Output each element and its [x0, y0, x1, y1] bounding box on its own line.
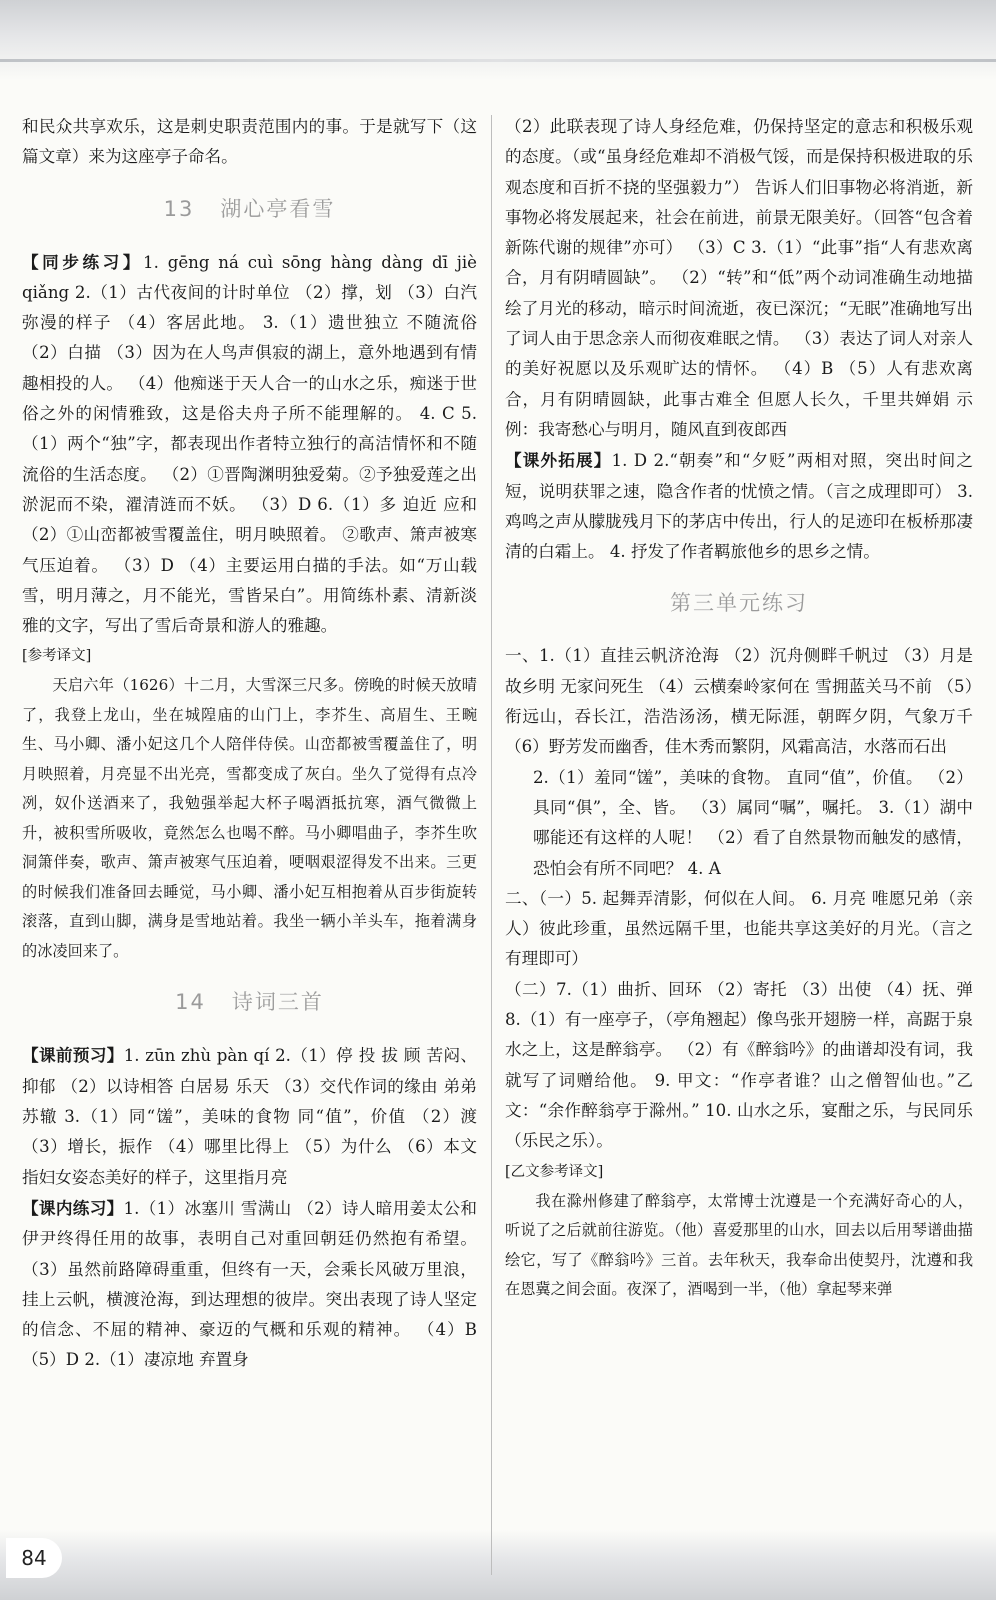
part-2-ref-label: [乙文参考译文] [505, 1163, 604, 1180]
right-column [505, 112, 973, 1305]
bottom-decorative-band [0, 1530, 996, 1600]
section-14-preview [22, 1040, 477, 1192]
section-13-number: 13 [163, 196, 195, 221]
section-14-inclass-text: 1.（1）冰塞川 雪满山 （2）诗人暗用姜太公和伊尹终得任用的故事，表明自己对重回朝廷仍然抱有希望。 （3）虽然前路障碍重重，但终有一天，会乘长风破万里浪，挂上云帆，横渡沧海，到达理想的彼岸。突出表现了诗人坚定的信念、不屈的精神、豪迈的气概和乐观的精神。 （4）B （5）D 2.（1）凄凉地 弃置身 [22, 1198, 477, 1370]
section-14-title: 诗词三首 [231, 990, 324, 1015]
top-decorative-band [0, 0, 996, 80]
section-13-ref-label: [参考译文] [22, 648, 92, 665]
answer-continuation: （2）此联表现了诗人身经危难，仍保持坚定的意志和积极乐观的态度。（或“虽身经危难却不消极气馁，而是保持积极进取的乐观态度和百折不挠的坚强毅力”） 告诉人们旧事物必将消逝，新事物必将发展起来，社会在前进，前景无限美好。（回答“包含着新陈代谢的规律”亦可） （3）C 3.（1）“此事”指“人有悲欢离合，月有阴晴圆缺”。 （2）“转”和“低”两个动词准确生动地描绘了月光的移动，暗示时间流逝，夜已深沉；“无眠”准确地写出了词人由于思念亲人而彻夜难眠之情。 （3）表达了词人对亲人的美好祝愿以及乐观旷达的情怀。 （4）B （5）人有悲欢离合，月有阴晴圆缺，此事古难全 但愿人长久，千里共婵娟 示例：我寄愁心与明月，随风直到夜郎西 [505, 117, 973, 439]
column-divider [491, 115, 492, 1575]
left-column [22, 112, 477, 1376]
unit-3-heading: 第三单元练习 [670, 591, 808, 616]
extension-text: 1. D 2.“朝奏”和“夕贬”两相对照，突出时间之短，说明获罪之速，隐含作者的忧愤之情。（言之成理即可） 3. 鸡鸣之声从朦胧残月下的茅店中传出，行人的足迹印在板桥那凄清的白霜上。 4. 抒发了作者羁旅他乡的思乡之情。 [505, 451, 974, 562]
tag-extension: 【课外拓展】 [505, 450, 612, 471]
section-13-practice-text: 1. gēng ná cuì sōng hàng dàng dī jiè qiǎng 2.（1）古代夜间的计时单位 （2）撑，划 （3）白汽弥漫的样子 （4）客居此地。 3.（1）遗世独立 不随流俗 （2）白描 （3）因为在人鸟声俱寂的湖上，意外地遇到有情趣相投的人。 （4）他痴迷于天人合一的山水之乐，痴迷于世俗之外的闲情雅致，这是俗夫舟子所不能理解的。 4. C 5.（1）两个“独”字，都表现出作者特立独行的高洁情怀和不随流俗的生活态度。 （2）①晋陶渊明独爱菊。②予独爱莲之出淤泥而不染，濯清涟而不妖。 （3）D 6.（1）多 迫近 应和 （2）①山峦都被雪覆盖住，明月映照着。 ②歌声、箫声被寒气压迫着。 （3）D （4）主要运用白描的手法。如“万山载雪，明月薄之，月不能光，雪皆呆白”。用简练朴素、清新淡雅的文字，写出了雪后奇景和游人的雅趣。 [22, 252, 477, 636]
part-2-group-1: 二、（一）5. 起舞弄清影，何似在人间。 6. 月亮 唯愿兄弟（亲人）彼此珍重，虽然远隔千里，也能共享这美好的月光。（言之有理即可） [505, 888, 973, 969]
section-13-title: 湖心亭看雪 [220, 196, 336, 221]
page-number: 84 [6, 1538, 62, 1578]
intro-paragraph: 和民众共享欢乐，这是刺史职责范围内的事。于是就写下（这篇文章）来为这座亭子命名。 [22, 117, 477, 167]
tag-sync-practice: 【同步练习】 [22, 251, 144, 272]
section-14-number: 14 [175, 990, 206, 1015]
section-14-heading [22, 986, 477, 1016]
section-13-translation: 天启六年（1626）十二月，大雪深三尺多。傍晚的时候天放晴了，我登上龙山，坐在城隍庙的山门上，李芥生、高眉生、王畹生、马小卿、潘小妃这几个人陪伴侍侯。山峦都被雪覆盖住了，明月映照着，月亮显不出光亮，雪都变成了灰白。坐久了觉得有点冷冽，奴仆送酒来了，我勉强举起大杯子喝酒抵抗寒，酒气微微上升，被积雪所吸收，竟然怎么也喝不醉。马小卿唱曲子，李芥生吹洞箫伴奏，歌声、箫声被寒气压迫着，哽咽艰涩得发不出来。三更的时候我们准备回去睡觉，马小卿、潘小妃互相抱着从百步街旋转滚落，直到山脚，满身是雪地站着。我坐一辆小羊头车，拖着满身的冰凌回来了。 [22, 676, 477, 960]
section-13-practice [22, 247, 477, 642]
section-14-preview-text: 1. zūn zhù pàn qí 2.（1）停 投 拔 顾 苦闷、抑郁 （2）以诗相答 白居易 乐天 （3）交代作词的缘由 弟弟 苏辙 3.（1）同“馐”，美味的食物 同“值”，价值 （2）渡 （3）增长，振作 （4）哪里比得上 （5）为什么 （6）本文指妇女姿态美好的样子，这里指月亮 [22, 1046, 478, 1187]
section-13-heading [22, 193, 477, 223]
tag-inclass-practice: 【课内练习】 [22, 1197, 124, 1218]
part-1-q1: 一、1.（1）直挂云帆济沧海 （2）沉舟侧畔千帆过 （3）月是故乡明 无家问死生 （4）云横秦岭家何在 雪拥蓝关马不前 （5）衔远山，吞长江，浩浩汤汤，横无际涯，朝晖夕阴，气象万千 （6）野芳发而幽香，佳木秀而繁阴，风霜高洁，水落而石出 [505, 646, 973, 757]
extension-section [505, 445, 973, 567]
part-2-group-2: （二）7.（1）曲折、回环 （2）寄托 （3）出使 （4）抚、弹 8.（1）有一座亭子，（亭角翘起）像鸟张开翅膀一样，高踞于泉水之上，这是醉翁亭。 （2）有《醉翁吟》的曲谱却没有词，我就写了词赠给他。 9. 甲文：“作亭者谁？山之僧智仙也。”乙文：“余作醉翁亭于滁州。” 10. 山水之乐，宴酣之乐，与民同乐（乐民之乐）。 [505, 979, 973, 1151]
part-2-translation: 我在滁州修建了醉翁亭，太常博士沈遵是一个充满好奇心的人，听说了之后就前往游览。（他）喜爱那里的山水，回去以后用琴谱曲描绘它，写了《醉翁吟》三首。去年秋天，我奉命出使契丹，沈遵和我在恩冀之间会面。夜深了，酒喝到一半，（他）拿起琴来弹 [505, 1191, 973, 1298]
part-1-q2-q4: 2.（1）羞同“馐”，美味的食物。 直同“值”，价值。 （2）具同“俱”，全、皆。 （3）属同“嘱”，嘱托。 3.（1）湖中哪能还有这样的人呢！ （2）看了自然景物而触发的感情，恐怕会有所不同吧？ 4. A [533, 767, 973, 878]
tag-preview: 【课前预习】 [22, 1045, 124, 1066]
section-14-inclass [22, 1193, 477, 1376]
